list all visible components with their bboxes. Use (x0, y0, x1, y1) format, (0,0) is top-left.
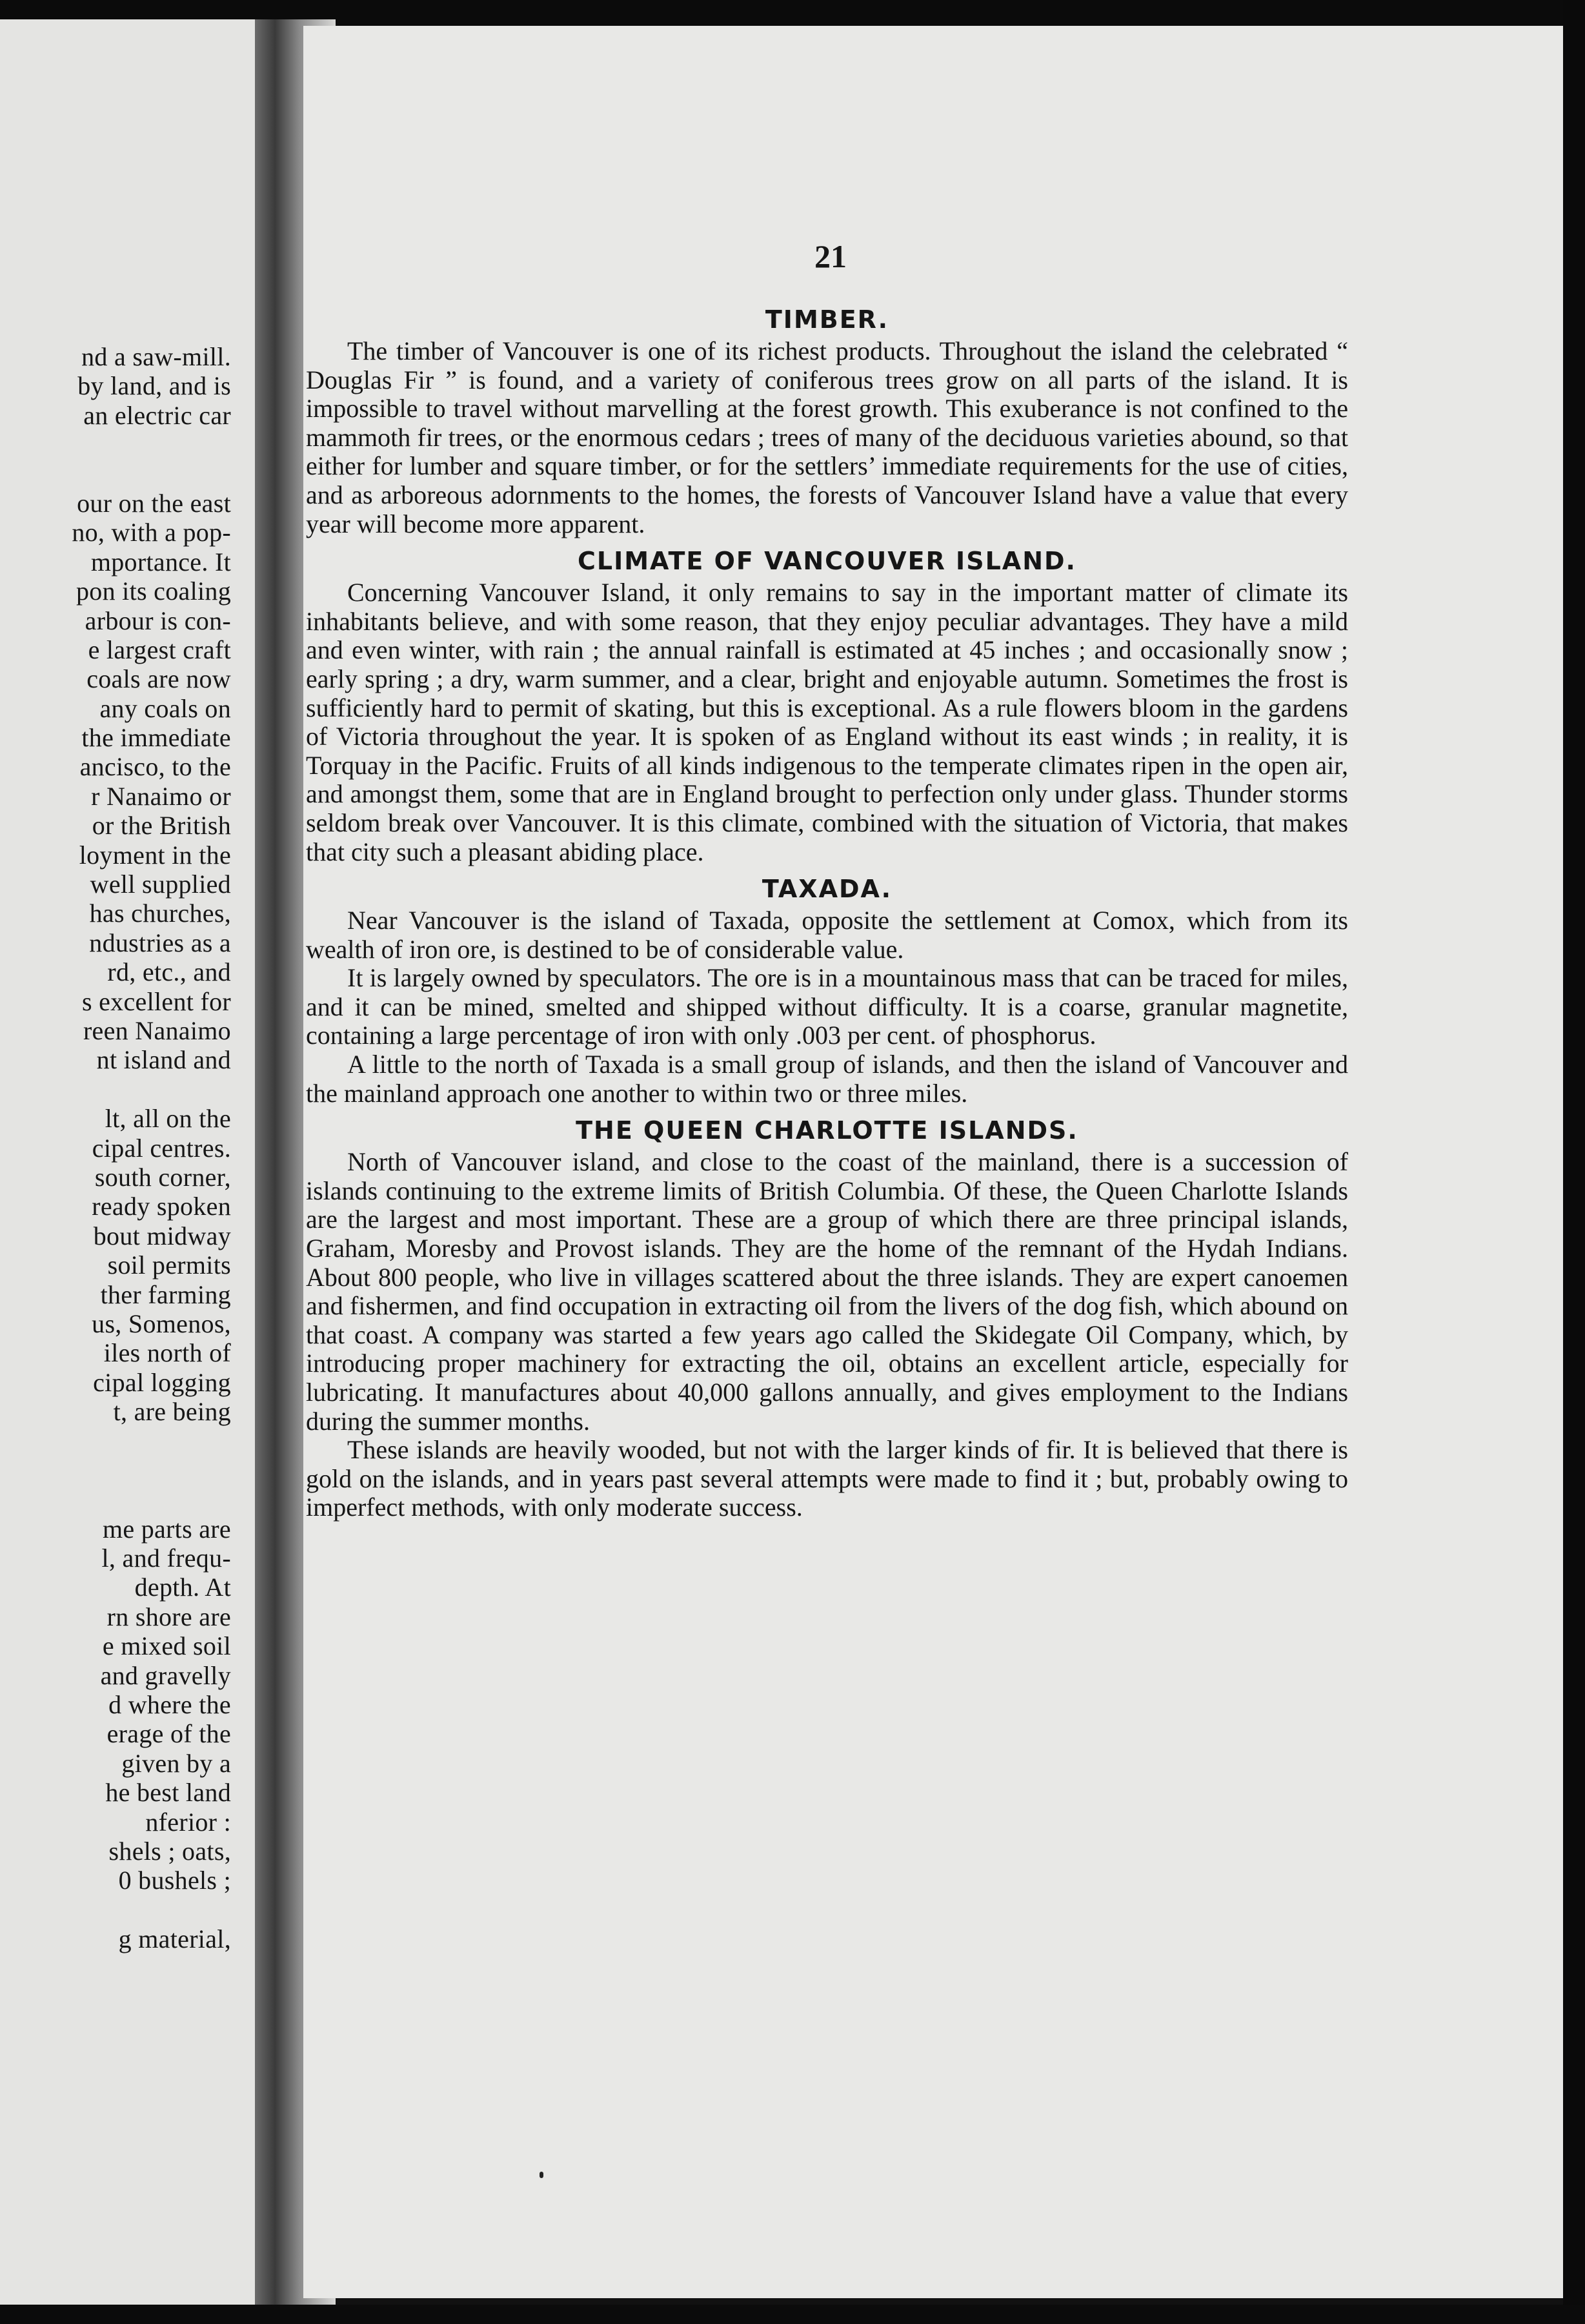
paragraph: The timber of Vancouver is one of its richest products. Throughout the island the celebrated “ Douglas Fir ” is found, and a variety of coniferous trees grow on all parts of the island. It is impossible to travel without marvelling at the forest growth. This exuberance is not confined to the mammoth fir trees, or the enormous cedars ; trees of many of the deciduous varieties abound, so that either for lumber and square timber, or for the settlers’ immediate requirements for the use of cities, and as arboreous adornments to the homes, the forests of Vancouver Island have a value that every year will become more apparent. (306, 336, 1348, 538)
facing-page-line: mportance. It (90, 547, 231, 576)
facing-page-line (0, 1456, 231, 1485)
facing-page-line: ther farming (100, 1279, 231, 1309)
facing-page-line: an electric car (83, 400, 231, 430)
section-heading: TIMBER. (765, 305, 889, 334)
section-heading: CLIMATE OF VANCOUVER ISLAND. (578, 547, 1076, 576)
facing-page-line: 0 bushels ; (118, 1866, 231, 1895)
facing-page (0, 19, 271, 2305)
facing-page-line: bout midway (93, 1221, 231, 1250)
facing-page-line: nd a saw-mill. (81, 342, 231, 371)
facing-page-line: me parts are (102, 1514, 231, 1544)
facing-page-line: he best land (105, 1778, 231, 1808)
facing-page-line: g material, (118, 1924, 231, 1954)
section-heading: TAXADA. (762, 875, 893, 904)
paragraph: A little to the north of Taxada is a small group of islands, and then the island of Vancouver and the mainland approach one another to within two or three miles. (306, 1050, 1348, 1108)
facing-page-line: no, with a pop- (72, 518, 231, 547)
facing-page-line: nferior : (145, 1807, 231, 1837)
facing-page-line (0, 1485, 231, 1514)
facing-page-line (0, 1895, 231, 1924)
paragraph: These islands are heavily wooded, but not with the larger kinds of fir. It is believed that there is gold on the islands, and in years past several attempts were made to find it ; but, probably owing to imperfect methods, with only moderate success. (306, 1435, 1348, 1522)
facing-page-line: and gravelly (100, 1660, 231, 1690)
facing-page-text (0, 342, 231, 1953)
facing-page-line: nt island and (96, 1045, 231, 1075)
facing-page-line: lt, all on the (105, 1104, 231, 1134)
facing-page-line: cipal centres. (92, 1133, 231, 1163)
facing-page-line: cipal logging (93, 1367, 231, 1397)
facing-page-line: south corner, (94, 1162, 231, 1192)
facing-page-line: has churches, (89, 899, 231, 928)
facing-page-line: ready spoken (92, 1192, 231, 1221)
facing-page-line: soil permits (107, 1250, 231, 1280)
facing-page-line: ancisco, to the (79, 752, 231, 782)
facing-page-line: rd, etc., and (107, 957, 231, 987)
facing-page-line (0, 1075, 231, 1104)
facing-page-line: erage of the (106, 1719, 231, 1749)
section-timber (306, 302, 1348, 538)
facing-page-line: well supplied (90, 870, 231, 899)
facing-page-line: r Nanaimo or (91, 781, 231, 811)
section-taxada (306, 872, 1348, 1108)
facing-page-line: the immediate (81, 723, 231, 753)
facing-page-line: our on the east (77, 488, 231, 518)
page-number: 21 (814, 238, 847, 274)
facing-page-line: ndustries as a (89, 928, 231, 957)
facing-page-line: coals are now (86, 664, 231, 694)
paragraph: It is largely owned by speculators. The ore is in a mountainous mass that can be traced for miles, and it can be mined, smelted and shipped without difficulty. It is a coarse, granular magnetite, containing a large percentage of iron with only .003 per cent. of phosphorus. (306, 963, 1348, 1050)
facing-page-line (0, 430, 231, 459)
section-heading: THE QUEEN CHARLOTTE ISLANDS. (576, 1116, 1078, 1145)
paragraph: North of Vancouver island, and close to the coast of the mainland, there is a succession of islands continuing to the extreme limits of British Columbia. Of these, the Queen Charlotte Islands are the largest and most important. These are a group of which there are three principal islands, Graham, Moresby and Provost islands. They are the home of the remnant of the Hydah Indians. About 800 people, who live in villages scattered about the three islands. They are expert canoemen and fishermen, and find occupation in extracting oil from the livers of the dog fish, which abound on that coast. A company was started a few years ago called the Skidegate Oil Company, which, by introducing proper machinery for extracting the oil, obtains an excellent article, especially for lubricating. It manufactures about 40,000 gallons annually, and gives employment to the Indians during the summer months. (306, 1147, 1348, 1436)
facing-page-line: arbour is con- (85, 606, 231, 635)
facing-page-line: e mixed soil (102, 1631, 231, 1661)
facing-page-line: pon its coaling (76, 576, 231, 606)
facing-page-line (0, 1426, 231, 1455)
page-content (306, 302, 1348, 1527)
facing-page-line: us, Somenos, (92, 1309, 231, 1338)
facing-page-line: l, and frequ- (101, 1544, 231, 1573)
facing-page-line: rn shore are (106, 1602, 231, 1631)
facing-page-line: iles north of (103, 1338, 231, 1368)
facing-page-line: s excellent for (81, 986, 231, 1016)
scan-bottom-border (0, 2305, 1585, 2324)
facing-page-line: d where the (108, 1689, 231, 1719)
facing-page-line: depth. At (134, 1573, 231, 1602)
facing-page-line: e largest craft (88, 635, 231, 664)
paragraph: Concerning Vancouver Island, it only remains to say in the important matter of climate its inhabitants believe, and with some reason, that they enjoy peculiar advantages. They have a mild and even winter, with rain ; the annual rainfall is estimated at 45 inches ; and occasionally snow ; early spring ; a dry, warm summer, and a clear, bright and enjoyable autumn. Sometimes the frost is sufficiently hard to permit of skating, but this is exceptional. As a rule flowers bloom in the gardens of Victoria throughout the year. It is spoken of as England without its east winds ; in reality, it is Torquay in the Pacific. Fruits of all kinds indigenous to the temperate climates ripen in the open air, and amongst them, some that are in England brought to perfection only under glass. Thunder storms seldom break over Vancouver. It is this climate, combined with the situation of Victoria, that makes that city such a pleasant abiding place. (306, 578, 1348, 866)
facing-page-line: by land, and is (77, 371, 231, 401)
facing-page-line: loyment in the (79, 840, 231, 870)
facing-page-line (0, 460, 231, 489)
facing-page-line: t, are being (113, 1397, 231, 1427)
facing-page-line: shels ; oats, (108, 1836, 231, 1866)
section-climate (306, 544, 1348, 866)
ink-speck (540, 2172, 543, 2178)
facing-page-line: reen Nanaimo (83, 1015, 231, 1045)
facing-page-line: given by a (121, 1748, 231, 1778)
paragraph: Near Vancouver is the island of Taxada, opposite the settlement at Comox, which from its wealth of iron ore, is destined to be of considerable value. (306, 906, 1348, 964)
facing-page-line: any coals on (99, 693, 231, 723)
section-queen-charlotte-islands (306, 1113, 1348, 1522)
facing-page-line: or the British (92, 811, 231, 841)
scan-right-border (1563, 0, 1585, 2324)
